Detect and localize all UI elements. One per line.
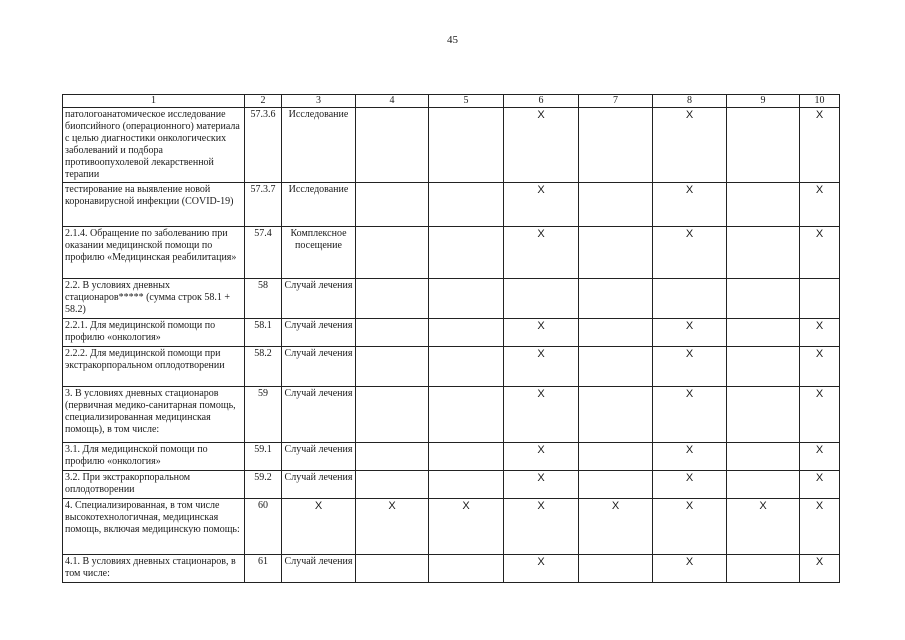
cell-col5: [429, 471, 504, 499]
row-code: 61: [245, 555, 282, 583]
cell-col5: [429, 555, 504, 583]
table-row: [63, 347, 840, 387]
cell-col8: X: [653, 347, 727, 387]
row-unit: Случай лечения: [282, 555, 356, 583]
column-header: 9: [727, 95, 800, 108]
cell-col5: [429, 227, 504, 279]
table-row: [63, 227, 840, 279]
row-code: 59: [245, 387, 282, 443]
cell-col5: X: [429, 499, 504, 555]
cell-col6: X: [504, 499, 579, 555]
cell-col9: [727, 387, 800, 443]
row-unit: Комплексное посещение: [282, 227, 356, 279]
row-description: патологоанатомическое исследование биопсийного (операционного) материала с целью диагностики онкологических заболеваний и подбора противоопухолевой лекарственной терапии: [63, 108, 245, 183]
table-row: [63, 443, 840, 471]
cell-col5: [429, 387, 504, 443]
row-description: 4. Специализированная, в том числе высокотехнологичная, медицинская помощь, включая медицинскую помощь:: [63, 499, 245, 555]
cell-col8: [653, 279, 727, 319]
cell-col8: X: [653, 555, 727, 583]
column-header: 8: [653, 95, 727, 108]
row-code: 60: [245, 499, 282, 555]
row-code: 59.2: [245, 471, 282, 499]
row-description: тестирование на выявление новой коронавирусной инфекции (COVID-19): [63, 183, 245, 227]
cell-col10: X: [800, 499, 840, 555]
row-unit: Случай лечения: [282, 279, 356, 319]
row-description: 3.2. При экстракорпоральном оплодотворении: [63, 471, 245, 499]
cell-col6: X: [504, 555, 579, 583]
row-unit: Исследование: [282, 183, 356, 227]
cell-col6: X: [504, 347, 579, 387]
row-description: 3.1. Для медицинской помощи по профилю «онкология»: [63, 443, 245, 471]
cell-col4: [356, 555, 429, 583]
cell-col5: [429, 108, 504, 183]
column-header: 5: [429, 95, 504, 108]
cell-col10: X: [800, 555, 840, 583]
cell-col10: X: [800, 443, 840, 471]
cell-col4: [356, 471, 429, 499]
cell-col7: [579, 471, 653, 499]
row-code: 58.2: [245, 347, 282, 387]
cell-col9: [727, 443, 800, 471]
cell-col7: [579, 279, 653, 319]
cell-col8: X: [653, 471, 727, 499]
cell-col9: [727, 319, 800, 347]
column-header: 1: [63, 95, 245, 108]
data-table: [62, 94, 840, 583]
cell-col5: [429, 183, 504, 227]
cell-col9: X: [727, 499, 800, 555]
cell-col10: X: [800, 471, 840, 499]
cell-col4: [356, 227, 429, 279]
cell-col10: X: [800, 227, 840, 279]
page-number: 45: [447, 34, 458, 46]
cell-col10: X: [800, 387, 840, 443]
cell-col9: [727, 347, 800, 387]
cell-col4: [356, 279, 429, 319]
cell-col6: X: [504, 319, 579, 347]
table-row: [63, 108, 840, 183]
row-unit: Случай лечения: [282, 471, 356, 499]
cell-col9: [727, 183, 800, 227]
table-row: [63, 279, 840, 319]
cell-col7: [579, 443, 653, 471]
row-description: 3. В условиях дневных стационаров (первичная медико-санитарная помощь, специализированная медицинская помощь), в том числе:: [63, 387, 245, 443]
cell-col5: [429, 443, 504, 471]
row-code: 57.3.6: [245, 108, 282, 183]
cell-col6: X: [504, 227, 579, 279]
cell-col7: [579, 227, 653, 279]
cell-col8: X: [653, 387, 727, 443]
row-unit: Случай лечения: [282, 319, 356, 347]
cell-col4: [356, 108, 429, 183]
cell-col8: X: [653, 499, 727, 555]
cell-col6: X: [504, 108, 579, 183]
cell-col4: X: [356, 499, 429, 555]
column-header: 4: [356, 95, 429, 108]
row-code: 59.1: [245, 443, 282, 471]
cell-col4: [356, 319, 429, 347]
cell-col10: X: [800, 319, 840, 347]
cell-col7: [579, 347, 653, 387]
row-unit: Случай лечения: [282, 387, 356, 443]
row-description: 2.1.4. Обращение по заболеванию при оказании медицинской помощи по профилю «Медицинская реабилитация»: [63, 227, 245, 279]
row-code: 58.1: [245, 319, 282, 347]
row-unit: Случай лечения: [282, 443, 356, 471]
cell-col7: [579, 387, 653, 443]
column-header: 10: [800, 95, 840, 108]
table-row: [63, 471, 840, 499]
cell-col8: X: [653, 319, 727, 347]
cell-col9: [727, 279, 800, 319]
cell-col5: [429, 279, 504, 319]
cell-col5: [429, 319, 504, 347]
cell-col8: X: [653, 227, 727, 279]
cell-col8: X: [653, 108, 727, 183]
table-row: [63, 555, 840, 583]
column-header: 2: [245, 95, 282, 108]
cell-col10: X: [800, 183, 840, 227]
column-header: 3: [282, 95, 356, 108]
row-code: 57.4: [245, 227, 282, 279]
row-unit: Исследование: [282, 108, 356, 183]
row-unit: Случай лечения: [282, 347, 356, 387]
row-description: 2.2. В условиях дневных стационаров***** (сумма строк 58.1 + 58.2): [63, 279, 245, 319]
cell-col7: [579, 319, 653, 347]
cell-col4: [356, 183, 429, 227]
cell-col4: [356, 443, 429, 471]
cell-col7: [579, 183, 653, 227]
cell-col4: [356, 387, 429, 443]
cell-col5: [429, 347, 504, 387]
row-unit: X: [282, 499, 356, 555]
cell-col6: X: [504, 443, 579, 471]
table-row: [63, 319, 840, 347]
cell-col7: [579, 555, 653, 583]
cell-col10: X: [800, 108, 840, 183]
cell-col8: X: [653, 443, 727, 471]
header-row: [63, 95, 840, 108]
row-code: 57.3.7: [245, 183, 282, 227]
table-row: [63, 499, 840, 555]
row-description: 2.2.2. Для медицинской помощи при экстракорпоральном оплодотворении: [63, 347, 245, 387]
cell-col9: [727, 108, 800, 183]
cell-col9: [727, 227, 800, 279]
cell-col6: X: [504, 471, 579, 499]
cell-col10: X: [800, 347, 840, 387]
cell-col7: X: [579, 499, 653, 555]
cell-col4: [356, 347, 429, 387]
cell-col7: [579, 108, 653, 183]
cell-col9: [727, 555, 800, 583]
cell-col6: X: [504, 183, 579, 227]
row-description: 2.2.1. Для медицинской помощи по профилю «онкология»: [63, 319, 245, 347]
cell-col6: X: [504, 387, 579, 443]
table-row: [63, 183, 840, 227]
table-row: [63, 387, 840, 443]
row-code: 58: [245, 279, 282, 319]
column-header: 6: [504, 95, 579, 108]
cell-col9: [727, 471, 800, 499]
cell-col8: X: [653, 183, 727, 227]
cell-col6: [504, 279, 579, 319]
cell-col10: [800, 279, 840, 319]
row-description: 4.1. В условиях дневных стационаров, в том числе:: [63, 555, 245, 583]
column-header: 7: [579, 95, 653, 108]
